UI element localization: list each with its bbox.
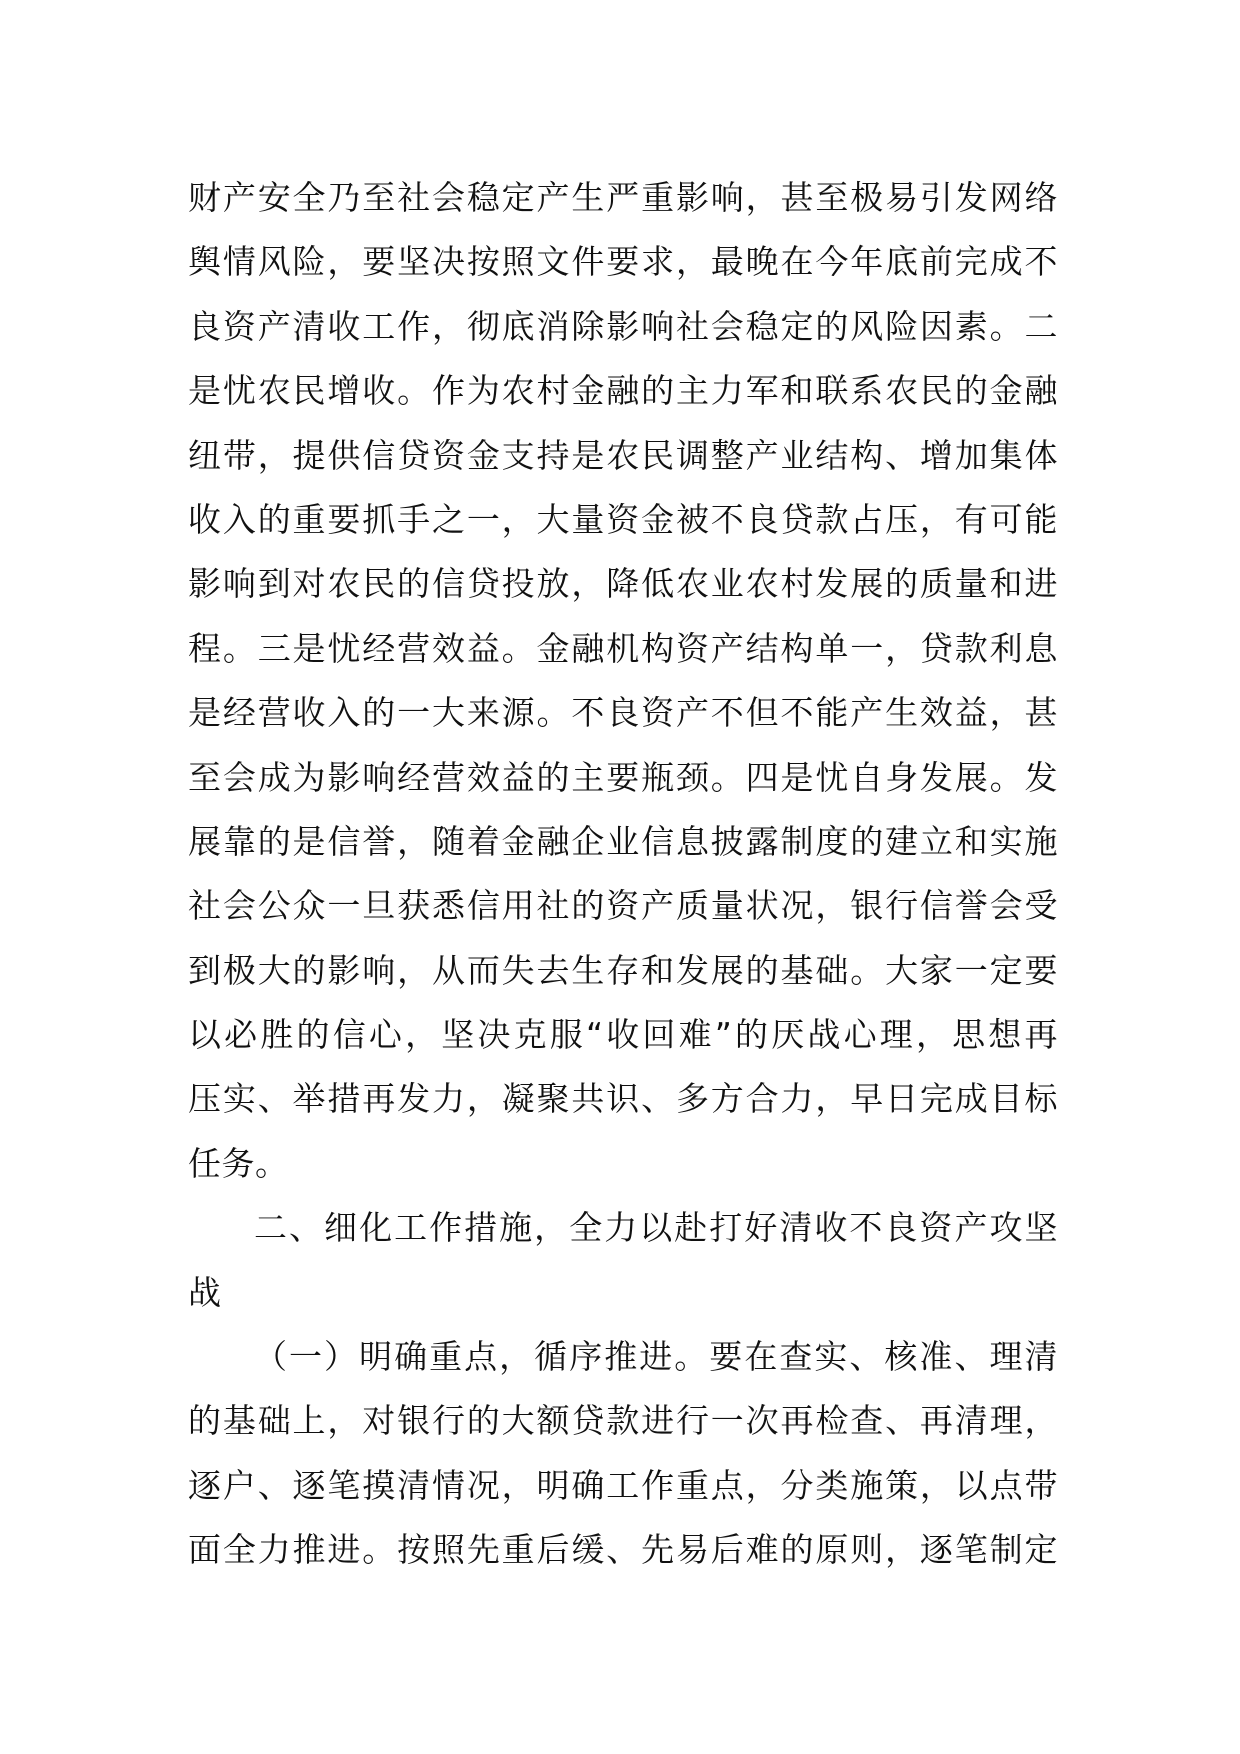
document-body bbox=[188, 166, 1058, 1583]
text-line: 面全力推进。按照先重后缓、先易后难的原则，逐笔制定 bbox=[188, 1530, 1058, 1570]
text-line: 财产安全乃至社会稳定产生严重影响，甚至极易引发网络 bbox=[188, 178, 1058, 217]
text-line: 展靠的是信誉，随着金融企业信息披露制度的建立和实施 bbox=[188, 821, 1058, 861]
text-line: 任务。 bbox=[188, 1143, 289, 1183]
text-line: 逐户、逐笔摸清情况，明确工作重点，分类施策，以点带 bbox=[188, 1465, 1058, 1505]
text-line: 社会公众一旦获悉信用社的资产质量状况，银行信誉会受 bbox=[188, 886, 1058, 926]
text-line: 纽带，提供信贷资金支持是农民调整产业结构、增加集体 bbox=[188, 435, 1058, 475]
text-line: 是忧农民增收。作为农村金融的主力军和联系农民的金融 bbox=[188, 371, 1058, 411]
text-line: 的基础上，对银行的大额贷款进行一次再检查、再清理， bbox=[188, 1401, 1058, 1441]
subsection-line: （一）明确重点，循序推进。要在查实、核准、理清 bbox=[254, 1337, 1058, 1377]
text-line: 舆情风险，要坚决按照文件要求，最晚在今年底前完成不 bbox=[188, 242, 1058, 282]
text-line: 到极大的影响，从而失去生存和发展的基础。大家一定要 bbox=[188, 950, 1058, 990]
text-line: 至会成为影响经营效益的主要瓶颈。四是忧自身发展。发 bbox=[188, 757, 1058, 797]
section-heading: 二、细化工作措施，全力以赴打好清收不良资产攻坚 bbox=[254, 1208, 1058, 1248]
text-line: 以必胜的信心，坚决克服“收回难”的厌战心理，思想再 bbox=[188, 1015, 1058, 1055]
text-line: 良资产清收工作，彻底消除影响社会稳定的风险因素。二 bbox=[188, 306, 1058, 346]
section-heading-continuation: 战 bbox=[188, 1272, 222, 1312]
text-line: 程。三是忧经营效益。金融机构资产结构单一，贷款利息 bbox=[188, 628, 1058, 668]
text-line: 影响到对农民的信贷投放，降低农业农村发展的质量和进 bbox=[188, 564, 1058, 604]
text-line: 收入的重要抓手之一，大量资金被不良贷款占压，有可能 bbox=[188, 499, 1058, 539]
text-line: 压实、举措再发力，凝聚共识、多方合力，早日完成目标 bbox=[188, 1079, 1058, 1119]
text-line: 是经营收入的一大来源。不良资产不但不能产生效益，甚 bbox=[188, 693, 1058, 733]
